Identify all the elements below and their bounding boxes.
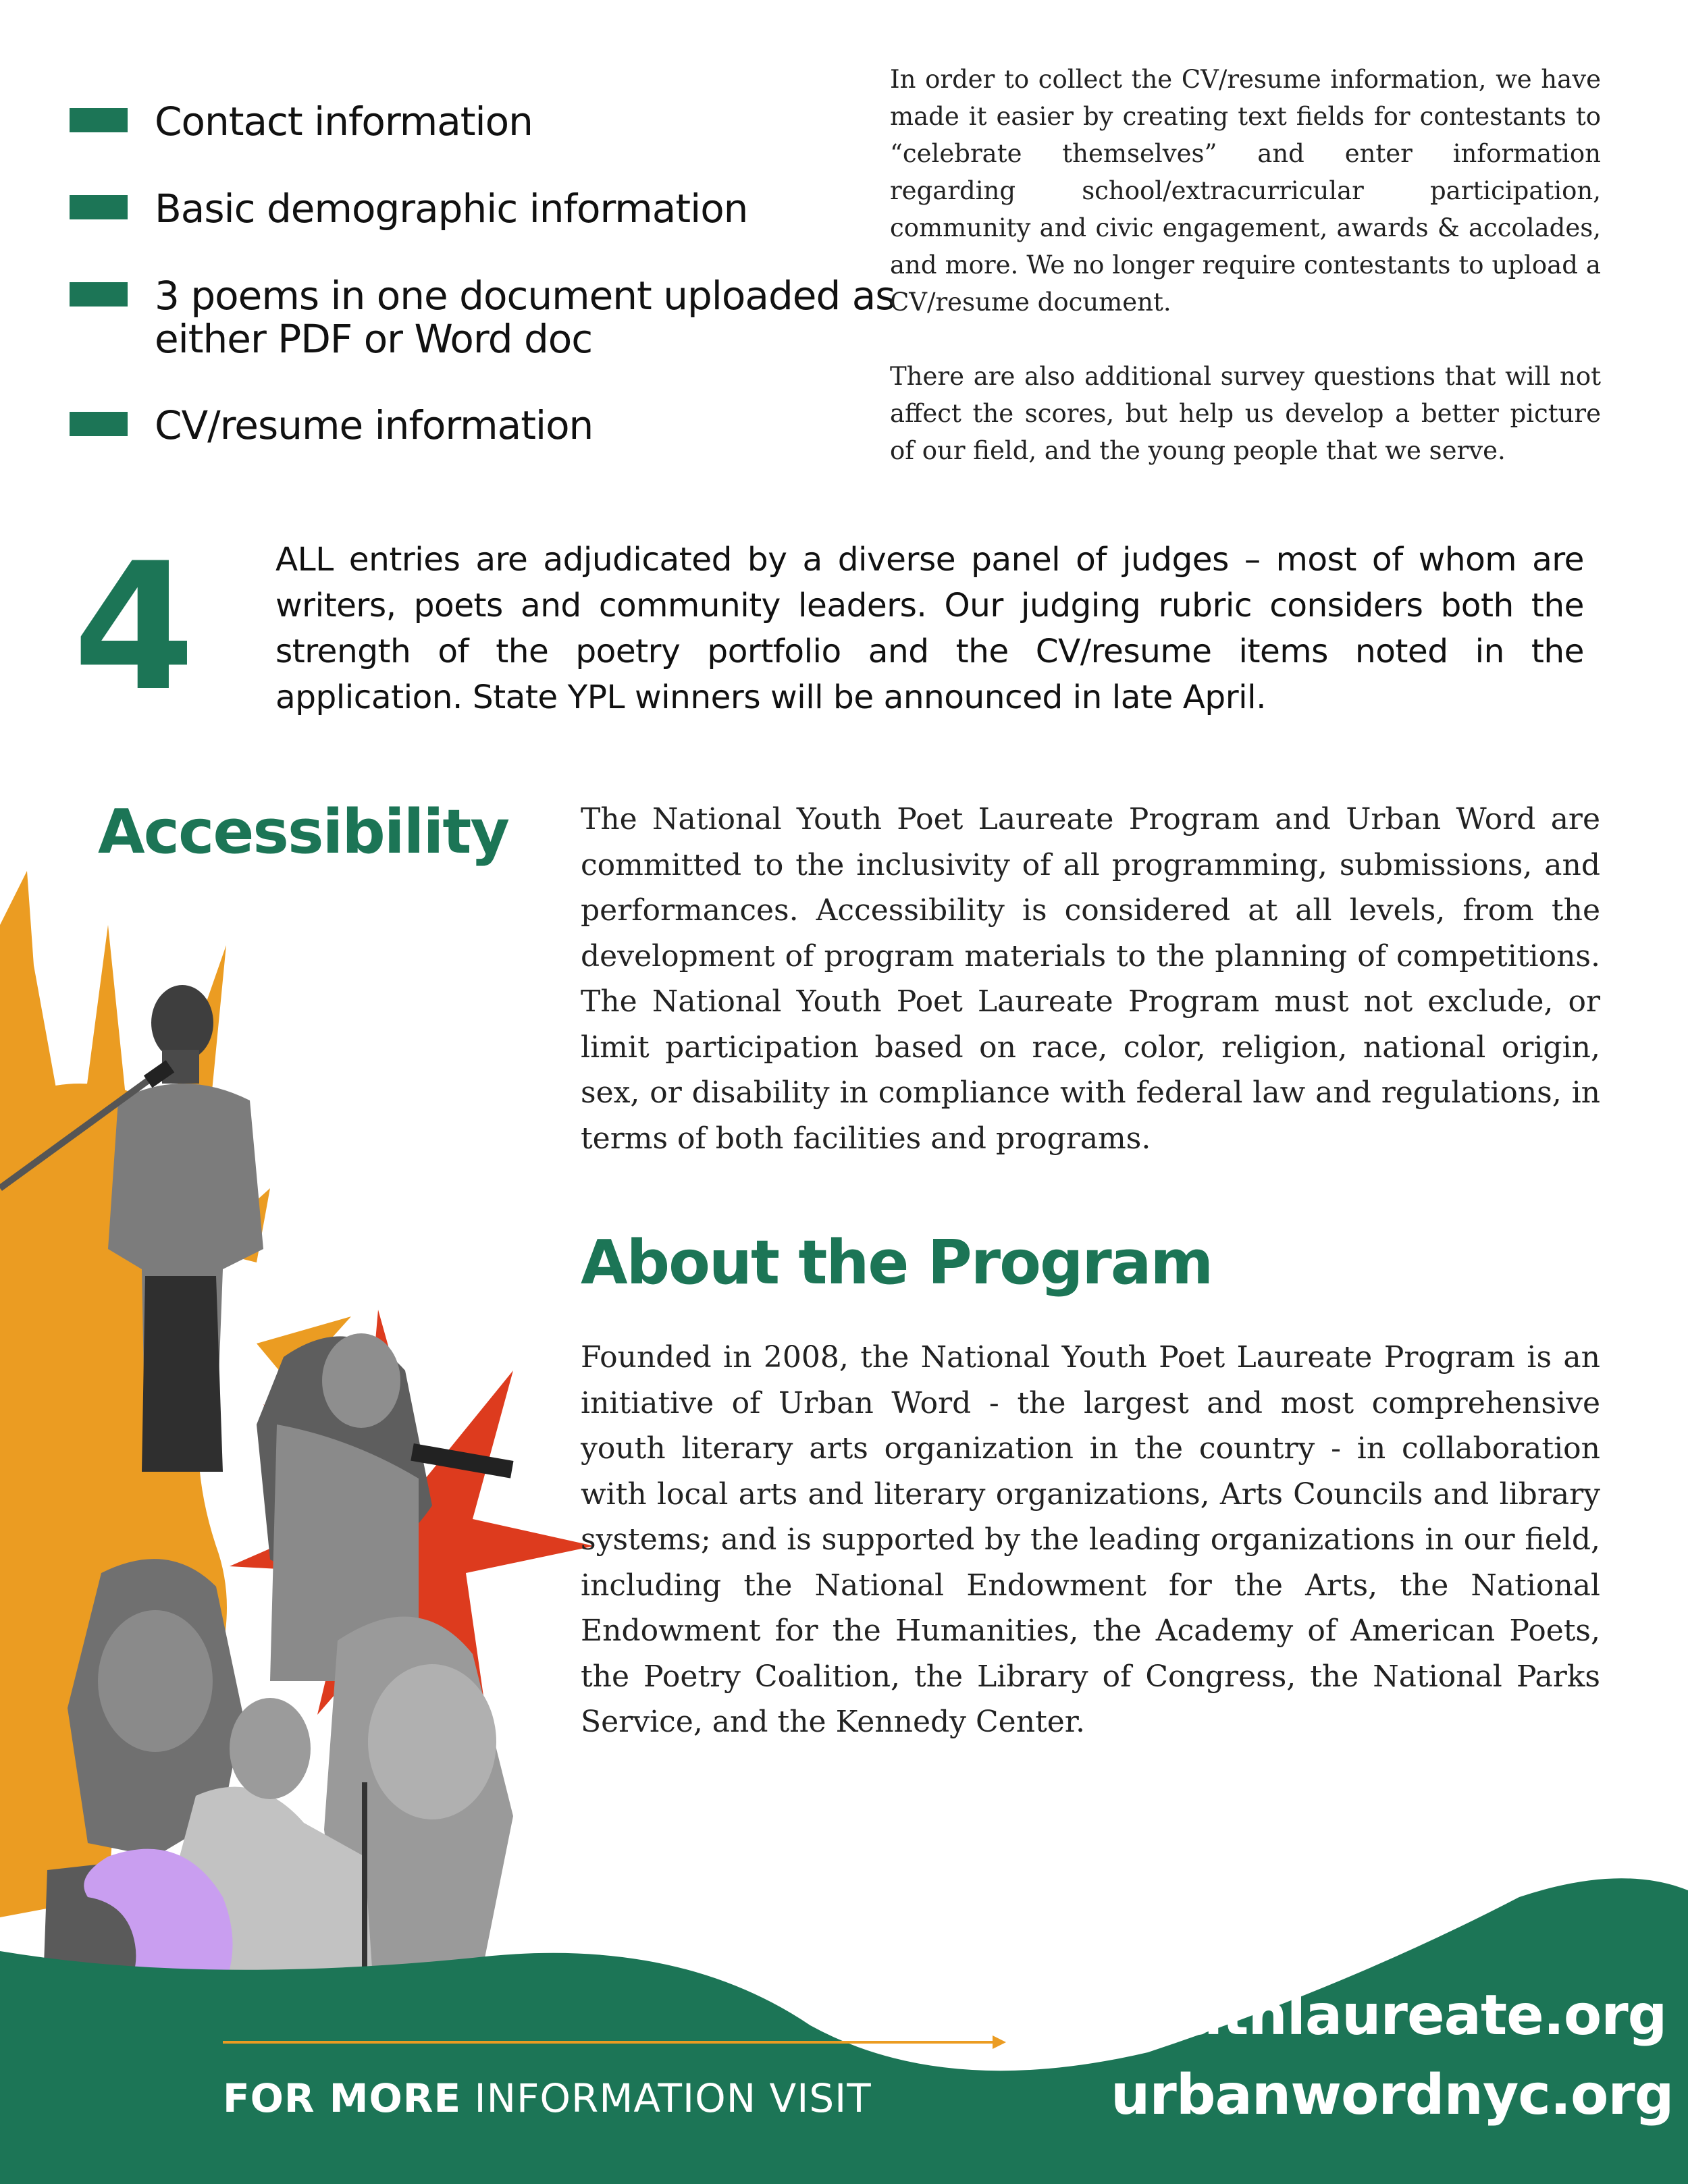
- about-heading: About the Program: [581, 1227, 1213, 1298]
- checklist-item-label: 3 poems in one document uploaded as either PDF or Word doc: [155, 273, 895, 362]
- footer-cta: [223, 2075, 872, 2121]
- intro-paragraph: In order to collect the CV/resume information, we have made it easier by creating text fields for contestants to “celebrate themselves” and enter information regarding school/extracurricular participation, community and civic engagement, awards & accolades, and more. We no longer require contestants to upload a CV/resume document.: [890, 65, 1601, 317]
- youthlaureate-link[interactable]: youthlaureate.org: [1111, 1983, 1667, 2048]
- step-description: ALL entries are adjudicated by a diverse panel of judges – most of whom are writers, poets and community leaders. Our judging rubric considers both the strength of the poetry portfolio and the CV/resume items noted in the application. State YPL winners will be announced in late April.: [275, 541, 1584, 716]
- checklist-item: [70, 100, 918, 143]
- urbanword-link[interactable]: urbanwordnyc.org: [1111, 2063, 1674, 2127]
- bullet-bar: [70, 195, 128, 219]
- step-number: 4: [73, 526, 195, 730]
- arrow-icon: [223, 2032, 1006, 2052]
- footer-cta-bold: FOR MORE: [223, 2075, 462, 2121]
- checklist-item: [70, 274, 911, 361]
- about-body: Founded in 2008, the National Youth Poet Laureate Program is an initiative of Urban Word - the largest and most comprehensive youth literary arts organization in the country - in collaboration with local arts and literary organizations, Arts Councils and library systems; and is supported by the leading organizations in our field, including the National Endowment for the Arts, the National Endowment for the Humanities, the Academy of American Poets, the Poetry Coalition, the Library of Congress, the National Parks Service, and the Kennedy Center.: [581, 1340, 1600, 1739]
- accessibility-heading: Accessibility: [98, 797, 509, 868]
- intro-paragraph: There are also additional survey questions that will not affect the scores, but help us develop a better picture of our field, and the young people that we serve.: [890, 362, 1601, 465]
- footer-cta-rest: INFORMATION VISIT: [461, 2075, 872, 2121]
- checklist-item: [70, 187, 918, 230]
- bullet-bar: [70, 412, 128, 436]
- bullet-bar: [70, 108, 128, 132]
- checklist-item: [70, 404, 918, 447]
- checklist-item-label: Contact information: [155, 99, 533, 144]
- accessibility-body: The National Youth Poet Laureate Program and Urban Word are committed to the inclusivity of all programming, submissions, and performances. Accessibility is considered at all levels, from the development of program materials to the planning of competitions. The National Youth Poet Laureate Program must not exclude, or limit participation based on race, color, religion, national origin, sex, or disability in compliance with federal law and regulations, in terms of both facilities and programs.: [581, 802, 1600, 1156]
- bullet-bar: [70, 282, 128, 307]
- checklist-item-label: Basic demographic information: [155, 186, 748, 232]
- checklist-item-label: CV/resume information: [155, 402, 594, 448]
